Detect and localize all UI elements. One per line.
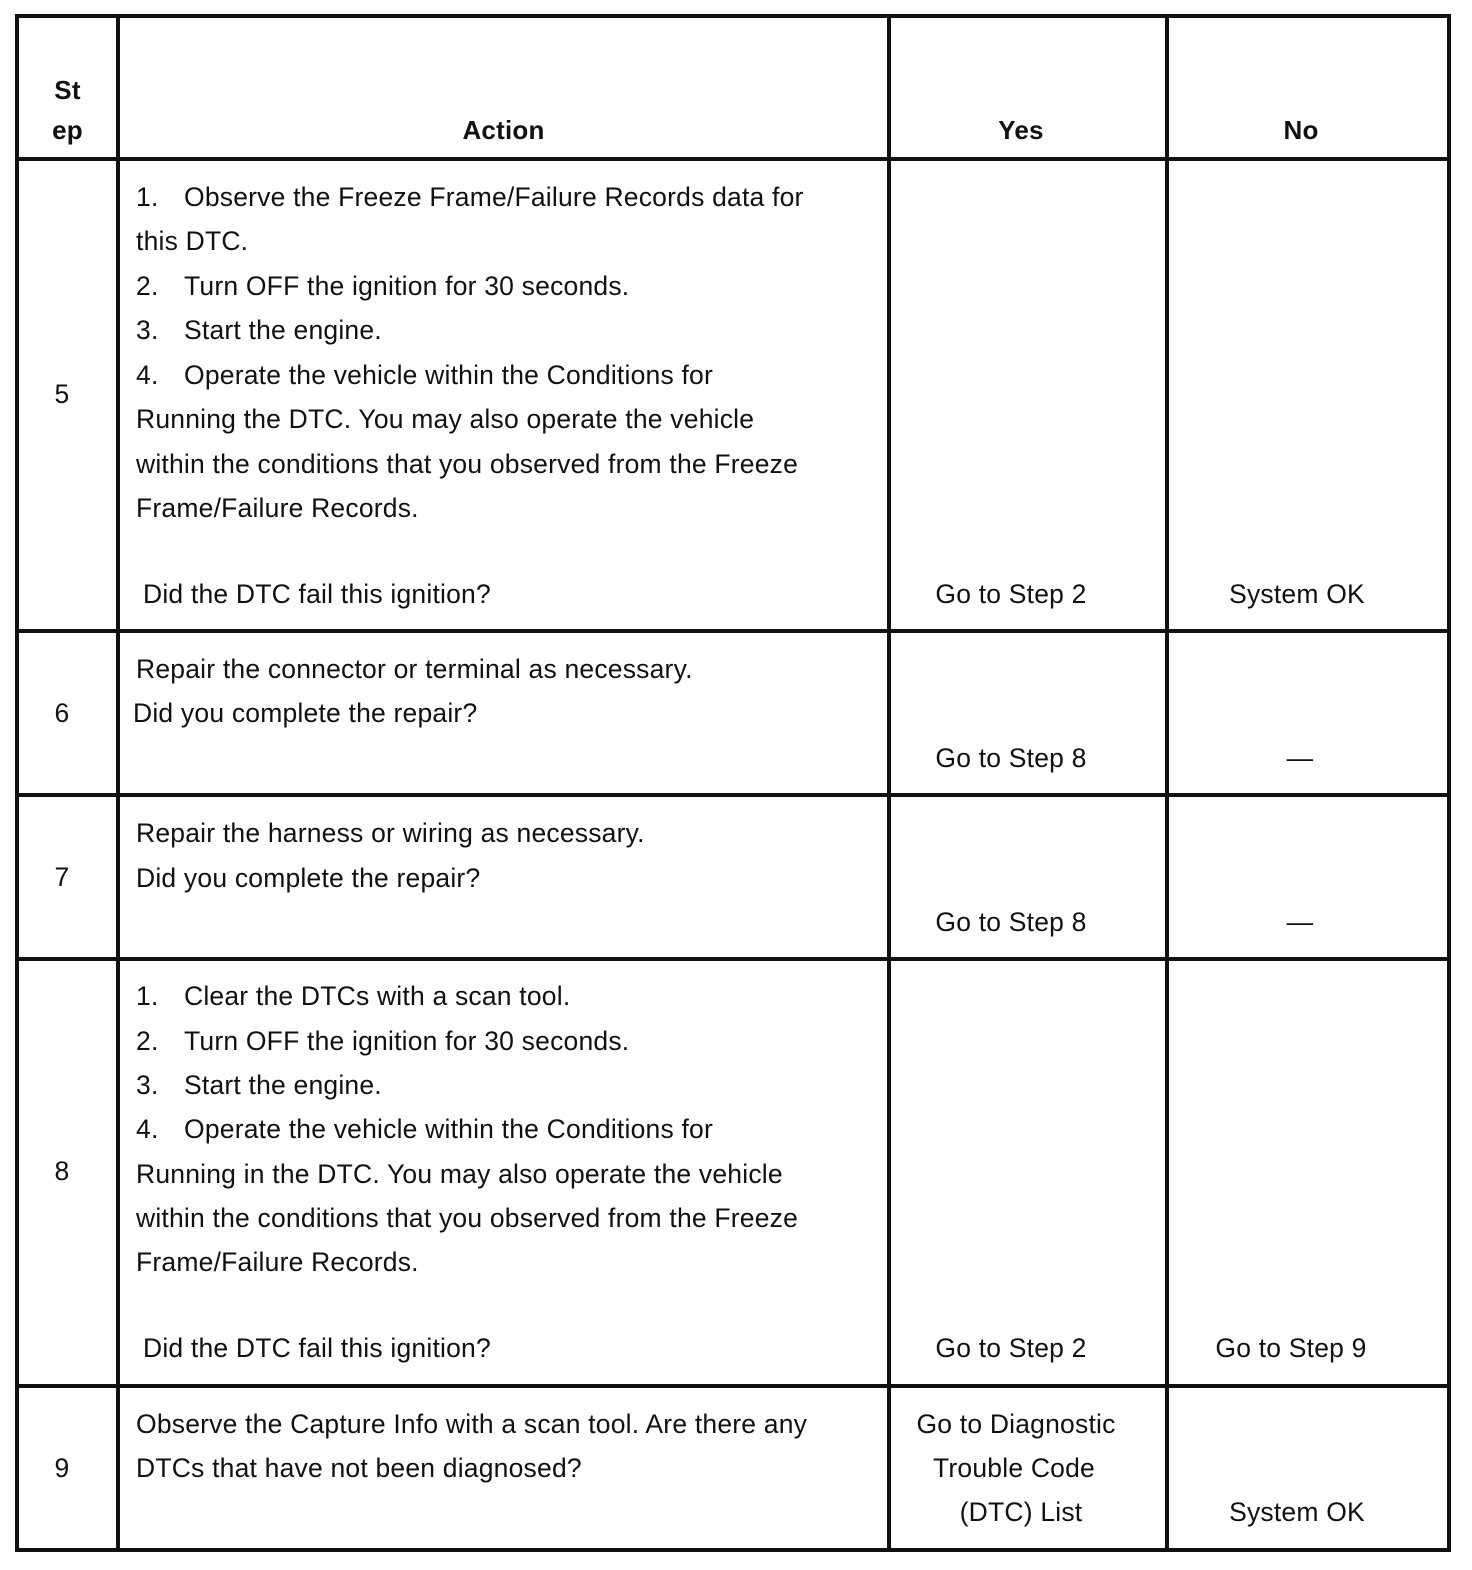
step-number: 6 — [54, 698, 70, 728]
action-line — [136, 442, 798, 487]
yes-result-line: (DTC) List — [959, 1497, 1083, 1527]
action-line — [136, 1107, 713, 1152]
no-result: System OK — [1229, 579, 1365, 609]
yes-result: Go to Step 2 — [935, 579, 1087, 609]
table-border-top — [15, 14, 1451, 18]
list-number: 2. — [136, 1026, 159, 1056]
action-line — [136, 264, 629, 309]
yes-result: Go to Step 8 — [935, 907, 1087, 937]
no-result: Go to Step 9 — [1215, 1333, 1367, 1363]
action-text: Frame/Failure Records. — [136, 1247, 419, 1277]
action-line — [136, 175, 804, 220]
no-result: — — [1286, 907, 1314, 937]
action-text: Did you complete the repair? — [133, 698, 478, 728]
action-text: Clear the DTCs with a scan tool. — [184, 981, 571, 1011]
table-border-right — [1447, 14, 1451, 1552]
action-text: Repair the connector or terminal as necessary. — [136, 654, 693, 684]
action-line — [136, 1240, 419, 1285]
step-number: 7 — [54, 862, 70, 892]
action-text: Operate the vehicle within the Conditions for — [184, 360, 713, 390]
row-divider — [15, 629, 1451, 633]
list-number: 1. — [136, 981, 159, 1011]
action-line — [133, 691, 477, 736]
action-text: Running in the DTC. You may also operate the vehicle — [136, 1159, 783, 1189]
header-action: Action — [462, 115, 545, 145]
row-divider — [15, 957, 1451, 961]
action-line — [136, 1019, 629, 1064]
no-result: — — [1286, 743, 1314, 773]
row-divider — [15, 1384, 1451, 1388]
action-text: Observe the Capture Info with a scan tool. Are there any — [136, 1409, 808, 1439]
list-number: 1. — [136, 182, 159, 212]
list-number: 2. — [136, 271, 159, 301]
step-number: 8 — [54, 1156, 70, 1186]
column-divider — [887, 14, 891, 1552]
header-divider — [15, 157, 1451, 161]
action-text: Operate the vehicle within the Conditions for — [184, 1114, 713, 1144]
action-line — [136, 486, 419, 531]
action-line — [136, 811, 645, 856]
action-line — [136, 1196, 798, 1241]
action-line — [136, 1063, 382, 1108]
header-yes: Yes — [998, 115, 1044, 145]
step-number: 5 — [54, 379, 70, 409]
table-border-bottom — [15, 1548, 1451, 1552]
action-line — [136, 647, 693, 692]
action-text: Frame/Failure Records. — [136, 493, 419, 523]
action-text: Repair the harness or wiring as necessary. — [136, 818, 645, 848]
action-question: Did the DTC fail this ignition? — [143, 579, 491, 609]
action-line — [136, 856, 480, 901]
column-divider — [1165, 14, 1169, 1552]
action-line — [136, 353, 713, 398]
header-step-line1: St — [54, 75, 81, 105]
no-result: System OK — [1229, 1497, 1365, 1527]
action-text: Running the DTC. You may also operate the vehicle — [136, 404, 755, 434]
action-text: within the conditions that you observed from the Freeze — [136, 1203, 799, 1233]
yes-result-line: Trouble Code — [933, 1453, 1095, 1483]
action-text: DTCs that have not been diagnosed? — [136, 1453, 582, 1483]
list-number: 4. — [136, 360, 159, 390]
action-text: Start the engine. — [184, 315, 382, 345]
action-text: Did you complete the repair? — [136, 863, 481, 893]
list-number: 3. — [136, 315, 159, 345]
action-line — [136, 219, 248, 264]
action-line — [136, 397, 754, 442]
row-divider — [15, 793, 1451, 797]
action-text: Start the engine. — [184, 1070, 382, 1100]
yes-result-line: Go to Diagnostic — [916, 1409, 1116, 1439]
yes-result: Go to Step 2 — [935, 1333, 1087, 1363]
header-no: No — [1283, 115, 1319, 145]
action-line — [136, 308, 382, 353]
table-border-left — [15, 14, 19, 1552]
action-line — [136, 1402, 807, 1447]
action-text: Turn OFF the ignition for 30 seconds. — [184, 1026, 630, 1056]
action-question: Did the DTC fail this ignition? — [143, 1333, 491, 1363]
action-line — [136, 1152, 783, 1197]
action-text: within the conditions that you observed from the Freeze — [136, 449, 799, 479]
yes-result: Go to Step 8 — [935, 743, 1087, 773]
action-line — [136, 1446, 582, 1491]
header-step-line2: ep — [52, 115, 83, 145]
list-number: 4. — [136, 1114, 159, 1144]
list-number: 3. — [136, 1070, 159, 1100]
action-line — [136, 974, 570, 1019]
action-text: this DTC. — [136, 226, 249, 256]
action-text: Observe the Freeze Frame/Failure Records data for — [184, 182, 804, 212]
step-number: 9 — [54, 1453, 70, 1483]
action-text: Turn OFF the ignition for 30 seconds. — [184, 271, 630, 301]
column-divider — [116, 14, 120, 1552]
